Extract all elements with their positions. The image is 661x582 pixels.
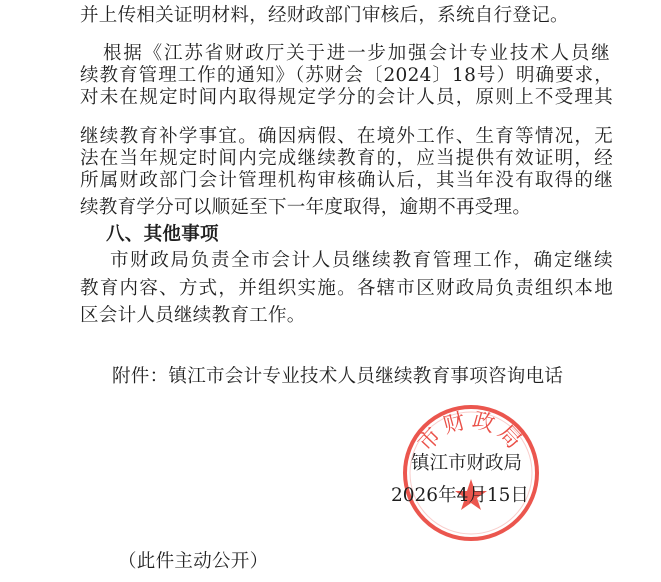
section-line-3: 区会计人员继续教育工作。 [80,305,306,326]
body-line-7: 所属财政部门会计管理机构审核确认后，其当年没有取得的继 [80,170,613,191]
attachment-line: 附件：镇江市会计专业技术人员继续教育事项咨询电话 [112,366,564,387]
body-line-6: 法在当年规定时间内完成继续教育的，应当提供有效证明，经 [80,148,613,169]
body-line-5: 继续教育补学事宜。确因病假、在境外工作、生育等情况，无 [80,126,613,147]
signature-date: 2026年4月15日 [391,485,529,506]
body-line-3: 续教育管理工作的通知》（苏财会〔2024〕18号）明确要求， [80,65,613,86]
section-line-2: 教育内容、方式，并组织实施。各辖市区财政局负责组织本地 [80,278,613,299]
section-line-1: 市财政局负责全市会计人员继续教育管理工作，确定继续 [110,250,613,271]
body-line-2: 根据《江苏省财政厅关于进一步加强会计专业技术人员继 [103,43,610,64]
public-note: （此件主动公开） [118,551,269,572]
body-line-4: 对未在规定时间内取得规定学分的会计人员，原则上不受理其 [80,87,613,108]
body-line-8: 续教育学分可以顺延至下一年度取得，逾期不再受理。 [80,197,532,218]
signature-org: 镇江市财政局 [411,453,523,474]
body-line-1: 并上传相关证明材料，经财政部门审核后，系统自行登记。 [80,5,569,26]
seal-text: 市财政局 [413,407,529,457]
section-heading: 八、其他事项 [106,224,219,245]
